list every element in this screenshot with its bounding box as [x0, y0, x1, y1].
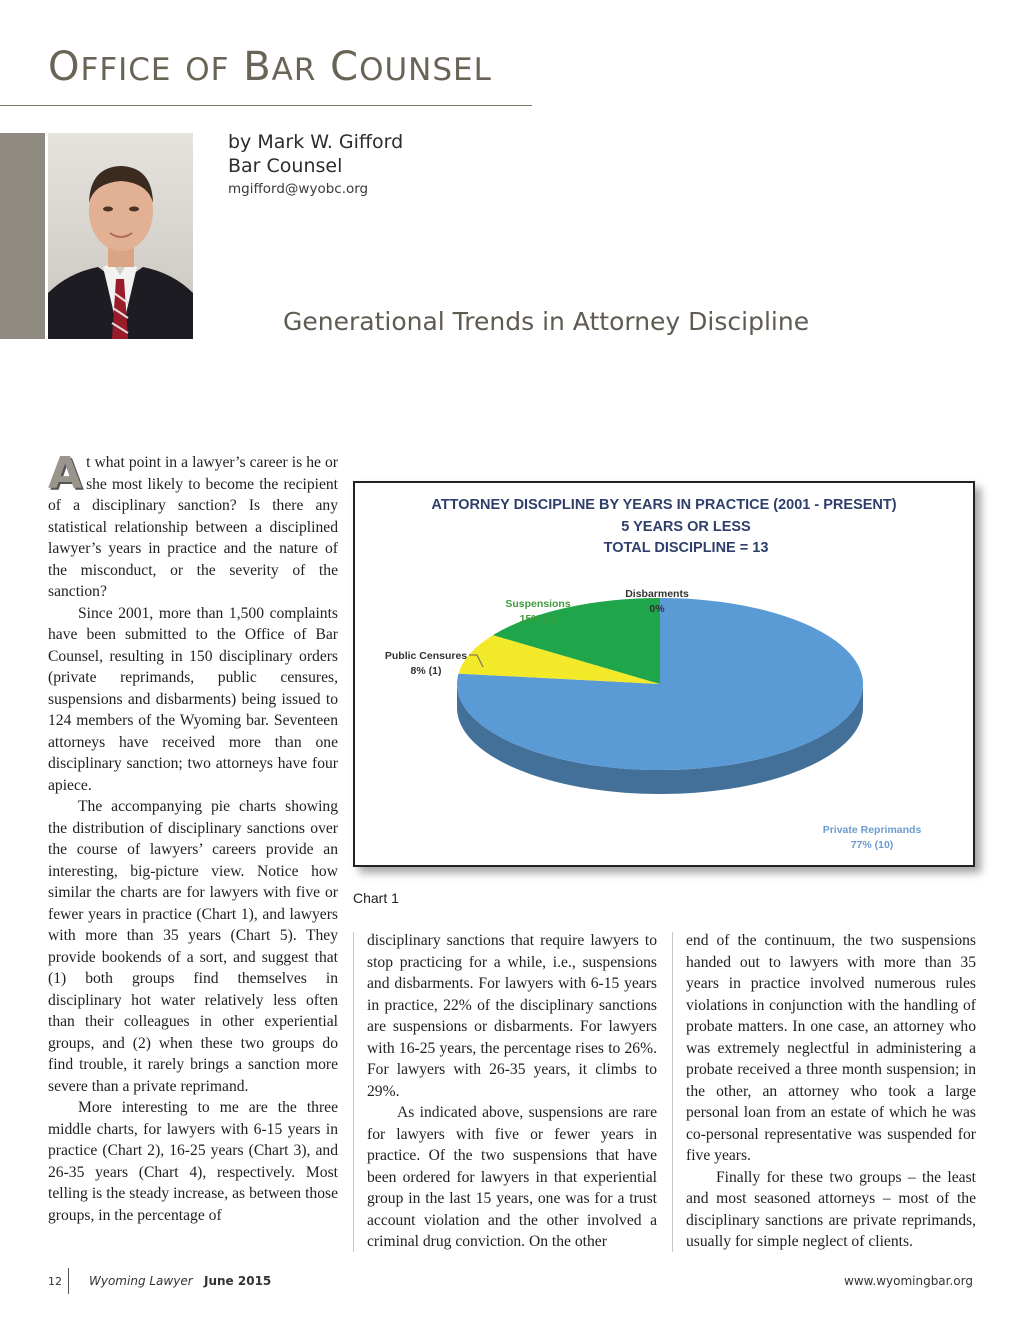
article-title: Generational Trends in Attorney Discipline — [283, 307, 810, 336]
pie-slices — [457, 598, 863, 794]
byline — [228, 130, 403, 200]
website-link[interactable]: www.wyomingbar.org — [844, 1274, 973, 1288]
page-footer — [0, 1268, 1024, 1298]
author-name: by Mark W. Gifford — [228, 131, 404, 153]
pie-chart — [355, 483, 973, 865]
page-number: 12 — [48, 1275, 62, 1288]
column-1 — [48, 448, 338, 1226]
chart-caption: Chart 1 — [353, 890, 399, 906]
paragraph-6: As indicated above, suspensions are rare for lawyers with five or fewer years in practice. Of the two suspensions that have been ordered for lawyers in that experiential group in the last 15 years, one was for a trust account violation and the other involved a criminal drug conviction. On the other — [367, 1104, 657, 1250]
publication-name: Wyoming Lawyer — [89, 1274, 193, 1288]
label-reprimands-name: Private Reprimands — [822, 824, 922, 836]
label-suspensions-name: Suspensions — [505, 598, 571, 610]
paragraph-8: Finally for these two groups – the least and most seasoned attorneys – most of the disciplinary sanctions are private reprimands, usually for simple neglect of clients. — [686, 1168, 976, 1250]
label-suspensions-value: 15% (2) — [519, 613, 557, 625]
footer-divider — [68, 1268, 69, 1294]
masthead-title: OFFICE OF BAR COUNSEL — [48, 44, 492, 90]
chart-title-line-2: 5 YEARS OR LESS — [621, 519, 751, 535]
paragraph-5: disciplinary sanctions that require lawyers to stop practicing for a while, i.e., suspensions and disbarments. For lawyers with 6-15 years in practice, 22% of the disciplinary sanctions are suspensions or disbarments. For lawyers with 16-25 years, the percentage rises to 26%. For lawyers with 26-35 years, it climbs to 29%. — [367, 932, 657, 1100]
author-role: Bar Counsel — [228, 155, 343, 177]
issue-date: June 2015 — [204, 1274, 272, 1288]
chart-title-line-3: TOTAL DISCIPLINE = 13 — [603, 540, 769, 556]
paragraph-2: Since 2001, more than 1,500 complaints have been submitted to the Office of Bar Counsel, resulting in 150 disciplinary orders (private reprimands, public censures, suspensions and disbarments) being issued to 124 members of the Wyoming bar. Seventeen attorneys have received more than one disciplinary sanction; two attorneys have four apiece. — [48, 604, 338, 794]
paragraph-7: end of the continuum, the two suspensions handed out to lawyers with more than 35 years in practice involved numerous rules violations in conjunction with the handling of probate matters. In one case, an attorney who was extremely neglectful in administering a probate received a three month suspension; in the other, an attorney who took a large personal loan from an estate of which he was co-personal representative was suspended for five years. — [686, 932, 976, 1164]
paragraph-3: The accompanying pie charts showing the distribution of disciplinary sanctions over the course of lawyers’ careers provide an interesting, big-picture view. Notice how similar the charts are for lawyers with five or fewer years in practice (Chart 1), and lawyers with more than 35 years (Chart 5). They provide bookends of a sort, and suggest that (1) both groups find themselves in disciplinary hot water relatively less often than their colleagues in other experiential groups, and (2) when these two groups do find trouble, it rarely brings a sanction more severe than a private reprimand. — [48, 798, 338, 1095]
author-email[interactable]: mgifford@wyobc.org — [228, 181, 369, 197]
column-2 — [367, 930, 657, 1253]
label-reprimands-value: 77% (10) — [850, 839, 894, 851]
column-3 — [686, 930, 976, 1253]
chart-title-line-1: ATTORNEY DISCIPLINE BY YEARS IN PRACTICE (2001 - PRESENT) — [431, 497, 897, 513]
column-divider — [353, 932, 354, 1252]
chart-1-box — [353, 481, 975, 867]
paragraph-1: At what point in a lawyer’s career is he or she most likely to become the recipient of a disciplinary sanction? Is there any statistical relationship between a disciplined lawyer’s years in practice and the nature of the misconduct, or the severity of the sanction? — [48, 448, 338, 600]
drop-cap: A — [48, 448, 83, 499]
masthead-rule — [0, 105, 532, 106]
paragraph-4: More interesting to me are the three middle charts, for lawyers with 6-15 years in practice (Chart 2), 16-25 years (Chart 3), and 26-35 years (Chart 4), respectively. Most telling is the steady increase, as between those groups, in the percentage of — [48, 1099, 338, 1224]
label-disbarments-name: Disbarments — [625, 588, 689, 600]
author-photo — [48, 133, 193, 339]
column-divider — [672, 932, 673, 1252]
label-censures-value: 8% (1) — [410, 665, 442, 677]
label-censures-name: Public Censures — [384, 650, 468, 662]
decorative-side-bar — [0, 133, 45, 339]
label-disbarments-value: 0% — [649, 603, 665, 615]
